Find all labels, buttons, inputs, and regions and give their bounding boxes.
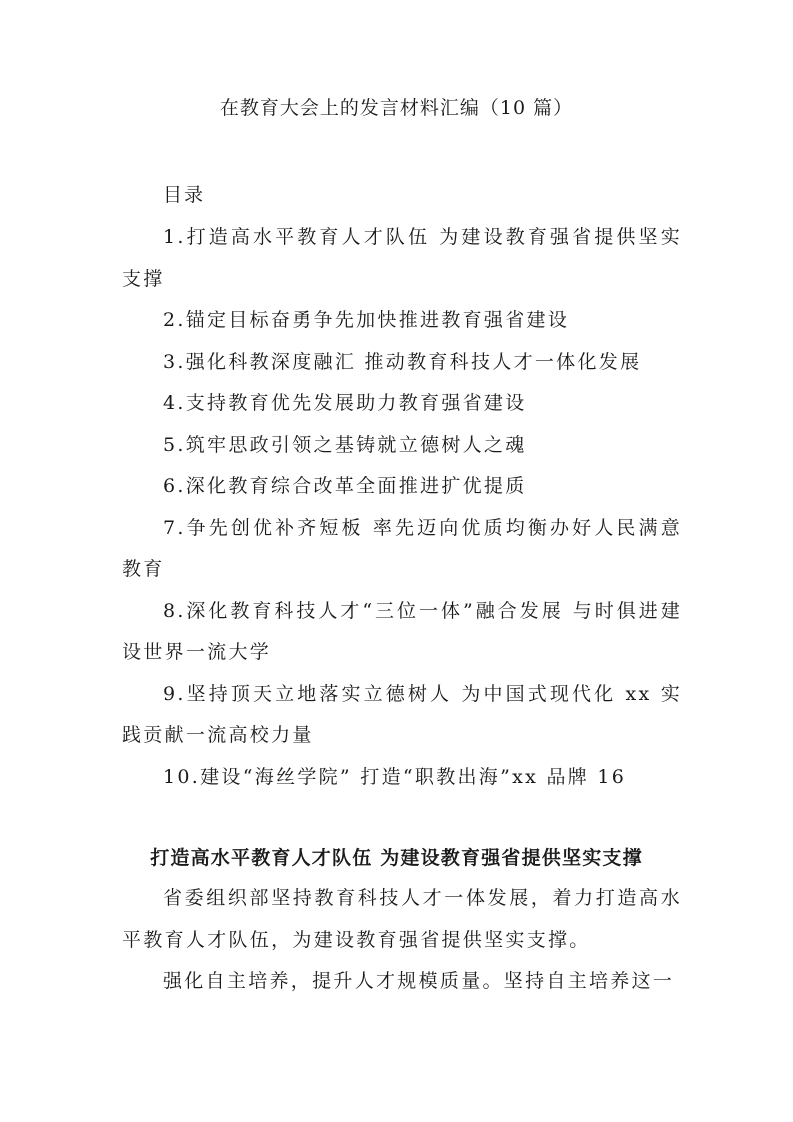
toc-heading: 目录 bbox=[163, 184, 206, 206]
body-paragraph: 省委组织部坚持教育科技人才一体发展，着力打造高水平教育人才队伍，为建设教育强省提供坚实支撑。 bbox=[122, 887, 682, 951]
toc-item[interactable]: 6.深化教育综合改革全面推进扩优提质 bbox=[163, 475, 527, 497]
section-body bbox=[122, 878, 682, 1003]
toc-item[interactable]: 2.锚定目标奋勇争先加快推进教育强省建设 bbox=[163, 309, 570, 331]
toc-item[interactable]: 3.强化科教深度融汇 推动教育科技人才一体化发展 bbox=[163, 350, 642, 373]
toc-item[interactable]: 8.深化教育科技人才“三位一体”融合发展 与时俱进建设世界一流大学 bbox=[122, 599, 682, 663]
toc-item[interactable]: 1.打造高水平教育人才队伍 为建设教育强省提供坚实支撑 bbox=[122, 226, 682, 290]
table-of-contents bbox=[122, 217, 682, 798]
body-paragraph: 强化自主培养，提升人才规模质量。坚持自主培养这一 bbox=[163, 970, 675, 992]
toc-item[interactable]: 7.争先创优补齐短板 率先迈向优质均衡办好人民满意教育 bbox=[122, 516, 682, 580]
document-title: 在教育大会上的发言材料汇编（10 篇） bbox=[219, 97, 574, 119]
toc-item[interactable]: 10.建设“海丝学院” 打造“职教出海”xx 品牌 16 bbox=[163, 765, 627, 788]
toc-item[interactable]: 4.支持教育优先发展助力教育强省建设 bbox=[163, 392, 527, 414]
toc-item[interactable]: 5.筑牢思政引领之基铸就立德树人之魂 bbox=[163, 433, 527, 456]
toc-item[interactable]: 9.坚持顶天立地落实立德树人 为中国式现代化 xx 实践贡献一流高校力量 bbox=[122, 682, 682, 746]
section-title: 打造高水平教育人才队伍 为建设教育强省提供坚实支撑 bbox=[150, 847, 643, 869]
